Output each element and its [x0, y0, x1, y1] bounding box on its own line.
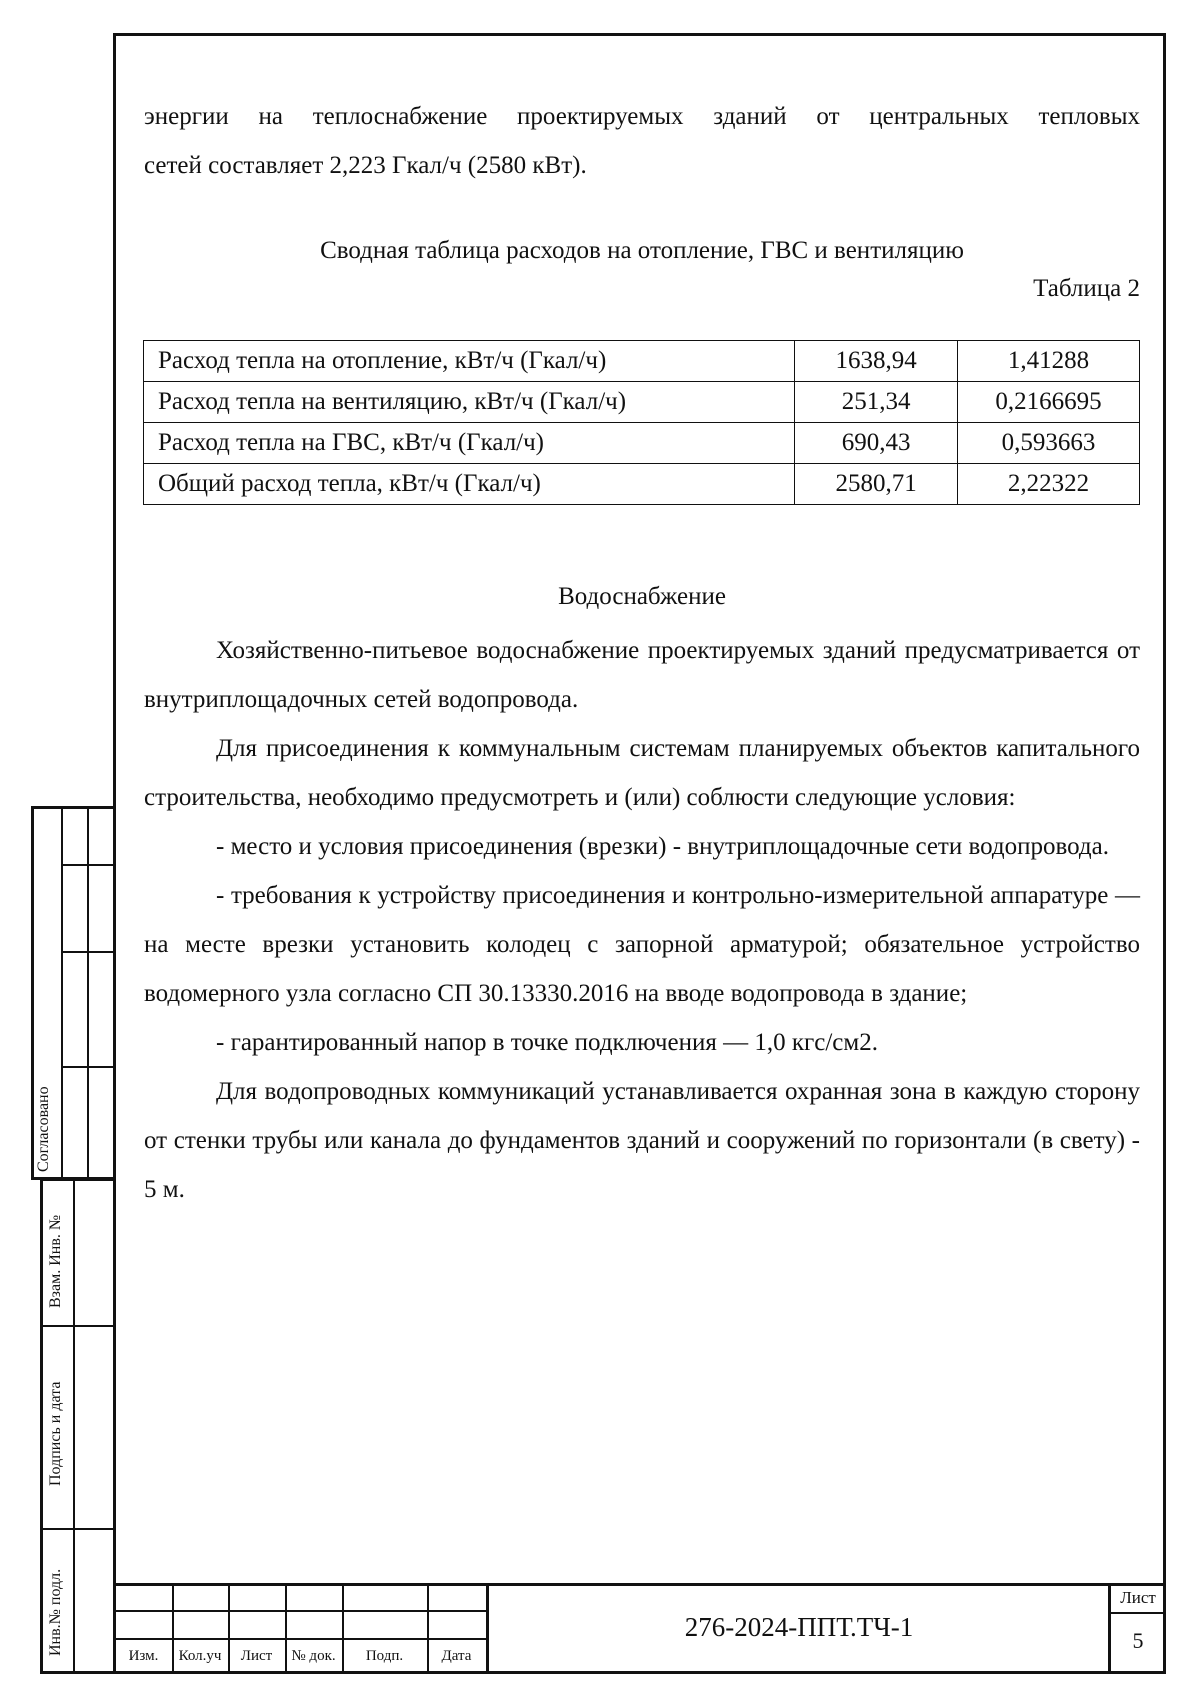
heat-summary-table	[143, 340, 1140, 505]
sheet-number: 5	[1132, 1628, 1144, 1653]
sheet-label: Лист	[1120, 1588, 1156, 1607]
row-gcal: 0,593663	[958, 423, 1140, 464]
row-kw: 2580,71	[795, 464, 958, 505]
title-block-top	[113, 1583, 1166, 1586]
row-label: Расход тепла на отопление, кВт/ч (Гкал/ч)	[144, 341, 795, 382]
row-gcal: 2,22322	[958, 464, 1140, 505]
row-label: Общий расход тепла, кВт/ч (Гкал/ч)	[144, 464, 795, 505]
water-body	[144, 626, 1140, 1214]
section-title-water: Водоснабжение	[558, 583, 726, 610]
paragraph: - требования к устройству присоединения и контрольно-измерительной аппаратуре — на месте врезки установить колодец с запорной арматурой; обязательное устройство водомерного узла согласно СП 30.13330.2016 на вводе водопровода в здание;	[144, 882, 1140, 1007]
label-replace-inv: Взам. Инв. №	[47, 1214, 64, 1308]
tb-col-doc: № док.	[291, 1648, 336, 1664]
paragraph: Для водопроводных коммуникаций устанавливается охранная зона в каждую сторону от стенки трубы или канала до фундаментов зданий и сооружений по горизонтали (в свету) - 5 м.	[144, 1078, 1140, 1203]
row-kw: 251,34	[795, 382, 958, 423]
table-row	[144, 341, 1140, 382]
row-gcal: 1,41288	[958, 341, 1140, 382]
intro-line-2: сетей составляет 2,223 Гкал/ч (2580 кВт).	[144, 152, 587, 179]
row-label: Расход тепла на вентиляцию, кВт/ч (Гкал/ч)	[144, 382, 795, 423]
label-inv-original: Инв.№ подл.	[47, 1568, 64, 1656]
table-row	[144, 423, 1140, 464]
table-row	[144, 464, 1140, 505]
paragraph: Хозяйственно-питьевое водоснабжение проектируемых зданий предусматривается от внутриплощадочных сетей водопровода.	[144, 637, 1140, 713]
tb-col-date: Дата	[441, 1648, 472, 1664]
table-number: Таблица 2	[1033, 275, 1140, 302]
row-gcal: 0,2166695	[958, 382, 1140, 423]
intro-text	[144, 92, 1140, 190]
tb-col-change: Изм.	[128, 1648, 159, 1664]
row-label: Расход тепла на ГВС, кВт/ч (Гкал/ч)	[144, 423, 795, 464]
label-agreed: Согласовано	[35, 1086, 52, 1172]
paragraph: - гарантированный напор в точке подключения — 1,0 кгс/см2.	[216, 1029, 878, 1056]
tb-col-sheet: Лист	[240, 1648, 273, 1664]
paragraph: - место и условия присоединения (врезки) - внутриплощадочные сети водопровода.	[216, 833, 1109, 860]
paragraph: Для присоединения к коммунальным системам планируемых объектов капитального строительства, необходимо предусмотреть и (или) соблюсти следующие условия:	[144, 735, 1140, 811]
tb-col-count: Кол.уч	[178, 1648, 222, 1664]
label-sign-date: Подпись и дата	[47, 1381, 64, 1486]
document-code: 276-2024-ППТ.ТЧ-1	[684, 1612, 914, 1642]
intro-line-1: энергии на теплоснабжение проектируемых зданий от центральных тепловых	[144, 103, 1140, 130]
table-title: Сводная таблица расходов на отопление, ГВС и вентиляцию	[320, 237, 964, 264]
table-row	[144, 382, 1140, 423]
row-kw: 690,43	[795, 423, 958, 464]
row-kw: 1638,94	[795, 341, 958, 382]
tb-col-sign: Подп.	[365, 1648, 404, 1664]
